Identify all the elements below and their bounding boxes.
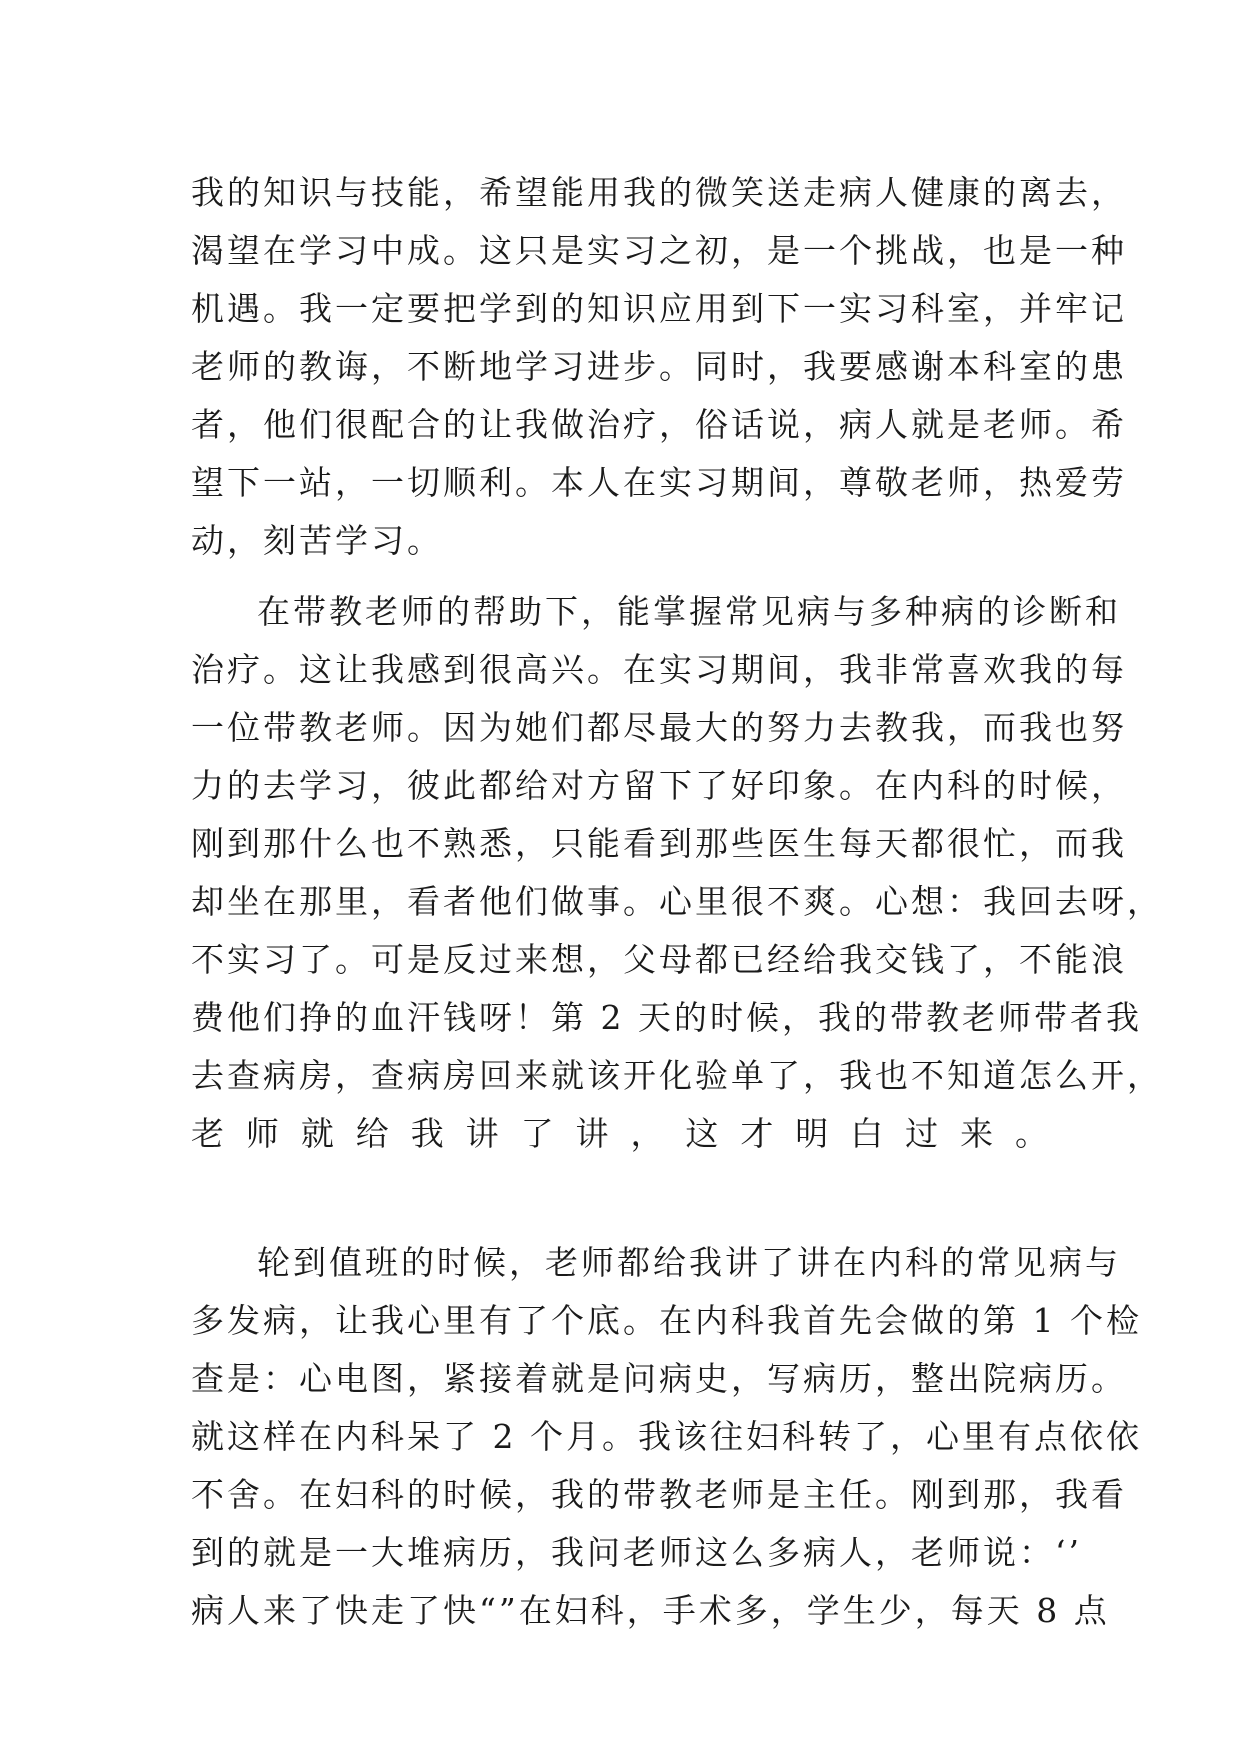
text-line: 动，刻苦学习。 bbox=[191, 521, 443, 560]
text-line: 却坐在那里，看者他们做事。心里很不爽。心想：我回去呀， bbox=[191, 882, 1163, 921]
text-line: 刚到那什么也不熟悉，只能看到那些医生每天都很忙，而我 bbox=[191, 824, 1127, 863]
text-line: 费他们挣的血汗钱呀！第 2 天的时候，我的带教老师带者我 bbox=[191, 998, 1142, 1037]
text-line: 轮到值班的时候，老师都给我讲了讲在内科的常见病与 bbox=[257, 1243, 1121, 1282]
text-line: 望下一站，一切顺利。本人在实习期间，尊敬老师，热爱劳 bbox=[191, 463, 1127, 502]
document-body bbox=[191, 164, 1163, 1640]
paragraph-spacer bbox=[191, 1221, 1051, 1234]
text-line: 病人来了快走了快“”在妇科，手术多，学生少，每天 8 点 bbox=[191, 1591, 1110, 1630]
text-line: 就这样在内科呆了 2 个月。我该往妇科转了，心里有点依依 bbox=[191, 1417, 1142, 1456]
text-line: 老师就给我讲了讲，这才明白过来。 bbox=[191, 1114, 1051, 1153]
paragraph-1 bbox=[191, 164, 1127, 570]
paragraph-2 bbox=[191, 583, 1163, 1221]
text-line: 多发病，让我心里有了个底。在内科我首先会做的第 1 个检 bbox=[191, 1301, 1142, 1340]
text-line: 一位带教老师。因为她们都尽最大的努力去教我，而我也努 bbox=[191, 708, 1127, 747]
text-line: 查是：心电图，紧接着就是问病史，写病历，整出院病历。 bbox=[191, 1359, 1127, 1398]
text-line: 在带教老师的帮助下，能掌握常见病与多种病的诊断和 bbox=[257, 592, 1121, 631]
text-line: 老师的教诲，不断地学习进步。同时，我要感谢本科室的患 bbox=[191, 347, 1127, 386]
text-line: 我的知识与技能，希望能用我的微笑送走病人健康的离去， bbox=[191, 173, 1127, 212]
text-line: 不实习了。可是反过来想，父母都已经给我交钱了，不能浪 bbox=[191, 940, 1127, 979]
text-line: 治疗。这让我感到很高兴。在实习期间，我非常喜欢我的每 bbox=[191, 650, 1127, 689]
text-line bbox=[191, 1163, 1051, 1221]
text-line: 渴望在学习中成。这只是实习之初，是一个挑战，也是一种 bbox=[191, 231, 1127, 270]
text-line: 不舍。在妇科的时候，我的带教老师是主任。刚到那，我看 bbox=[191, 1475, 1127, 1514]
paragraph-3 bbox=[191, 1234, 1142, 1640]
text-line: 机遇。我一定要把学到的知识应用到下一实习科室，并牢记 bbox=[191, 289, 1127, 328]
text-line: 者，他们很配合的让我做治疗，俗话说，病人就是老师。希 bbox=[191, 405, 1127, 444]
text-line: 去查病房，查病房回来就该开化验单了，我也不知道怎么开， bbox=[191, 1056, 1163, 1095]
text-line: 力的去学习，彼此都给对方留下了好印象。在内科的时候， bbox=[191, 766, 1127, 805]
text-line: 到的就是一大堆病历，我问老师这么多病人，老师说：‘’ bbox=[191, 1533, 1082, 1572]
paragraph-spacer bbox=[191, 570, 1051, 583]
